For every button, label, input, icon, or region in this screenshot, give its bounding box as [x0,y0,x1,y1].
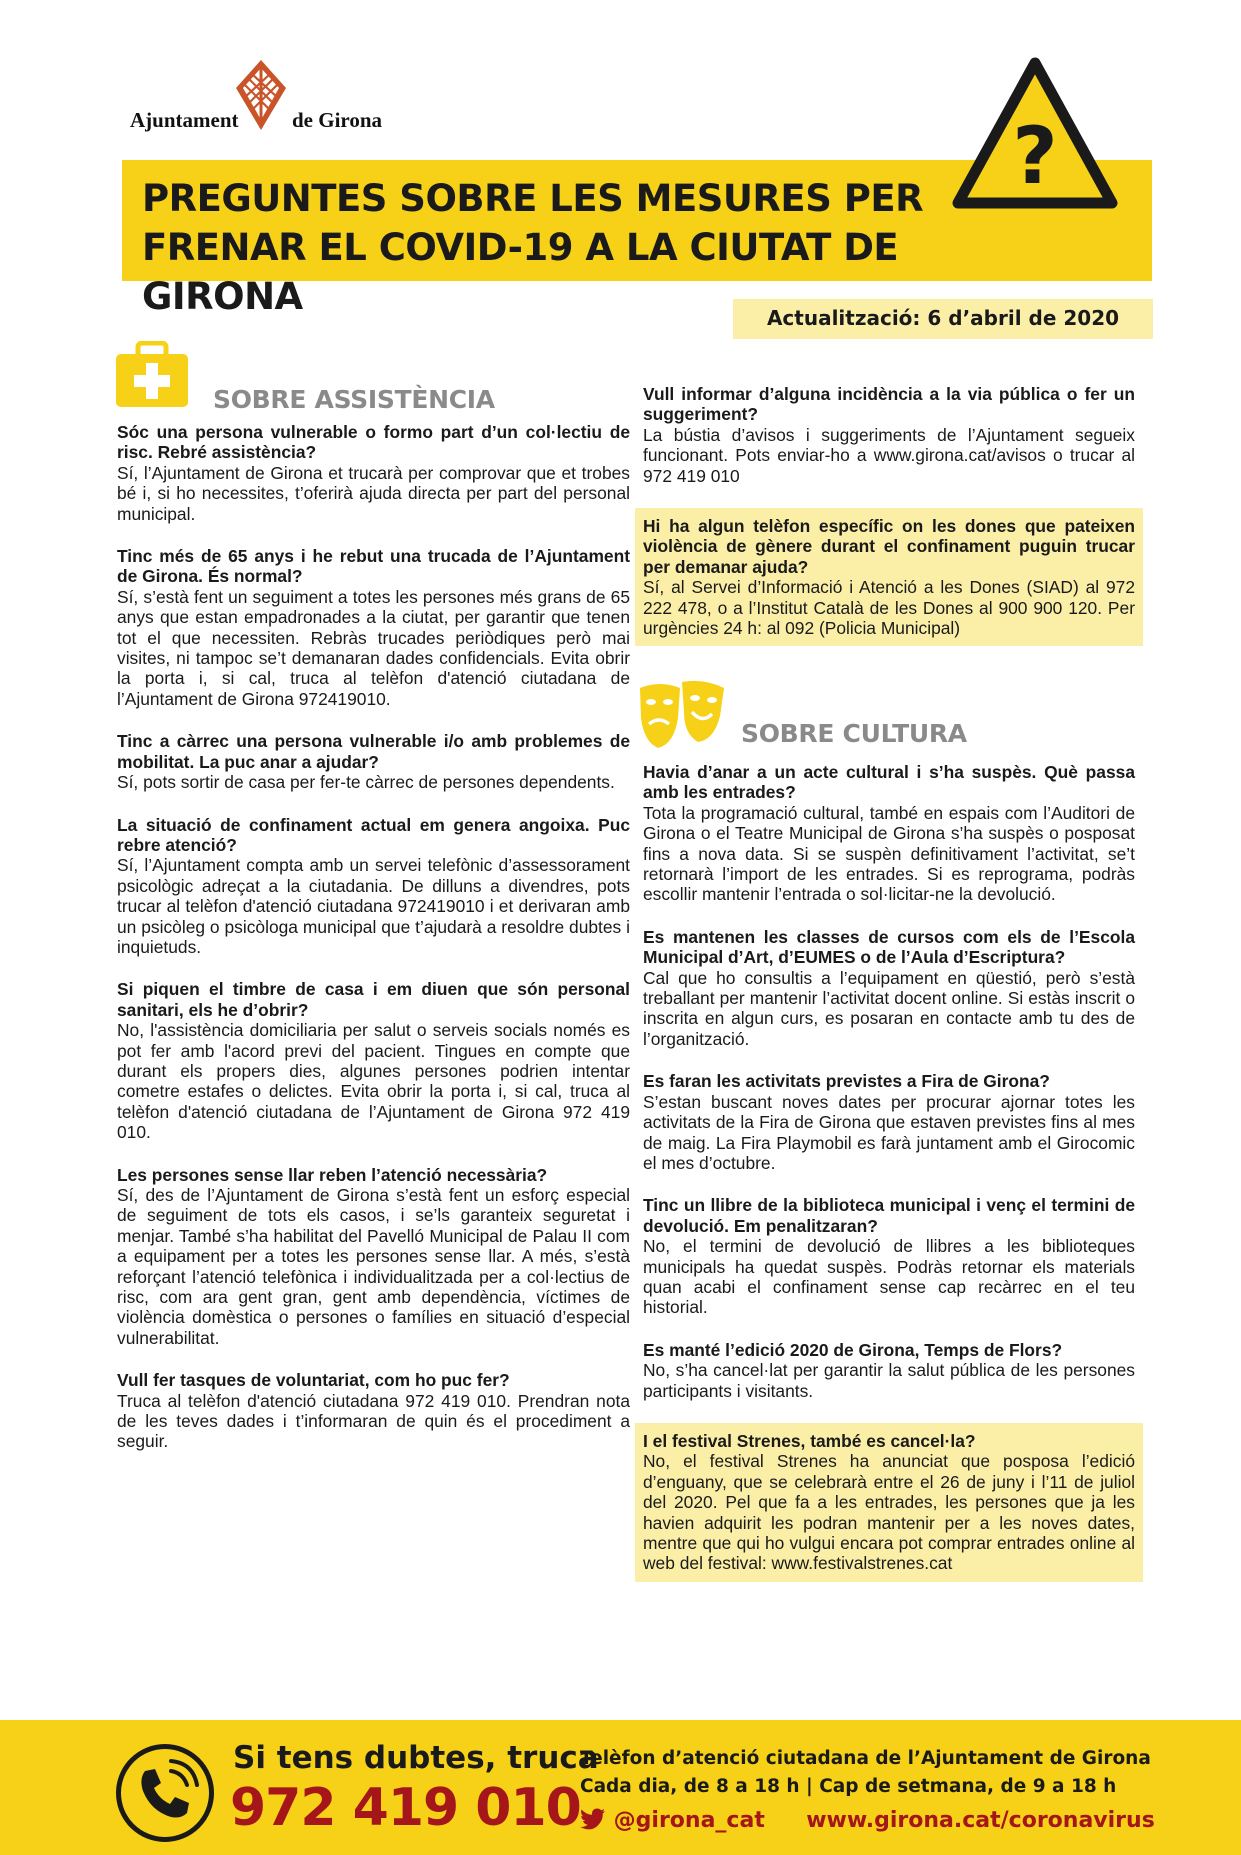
twitter-icon [580,1808,606,1830]
faq-question: Es faran les activitats previstes a Fira de Girona? [643,1071,1050,1092]
faq-question: Havia d’anar a un acte cultural i s’ha suspès. Què passa amb les entrades? [643,762,1135,803]
left-column [117,422,630,1474]
section-heading-assistencia: SOBRE ASSISTÈNCIA [213,385,495,414]
faq-question: La situació de confinament actual em genera angoixa. Puc rebre atenció? [117,814,630,855]
svg-text:?: ? [1012,112,1058,202]
faq-answer: Sí, s’està fent un seguiment a totes les persones més grans de 65 anys que estan empadronades a la ciutat, per garantir que tenen tot el que necessiten. Rebràs trucades periòdiques però mai visites, ni tampoc se’t demanaran dades confidencials. Evita obrir la porta i, si cal, truca al telèfon d'atenció ciutadana de l’Ajuntament de Girona 972419010. [117,586,630,709]
city-shield-icon [234,58,288,132]
faq-item [643,927,1135,1049]
faq-question: Les persones sense llar reben l’atenció necessària? [117,1164,548,1185]
faq-question: I el festival Strenes, també es cancel·la? [643,1430,976,1451]
faq-answer: No, l'assistència domiciliaria per salut o serveis socials només es pot fer amb l'acord previ del pacient. Tingues en compte que durant els propers dies, algunes persones podrien intentar cometre estafes o delictes. Evita obrir la porta i, si cal, truca al telèfon d'atenció ciutadana de l’Ajuntament de Girona 972 419 010. [117,1020,630,1143]
faq-item [643,1195,1135,1317]
faq-answer: Sí, l’Ajuntament de Girona et trucarà per comprovar que et trobes bé i, si ho necessites, t’oferirà ajuda directa per part del personal municipal. [117,462,630,524]
faq-question: Vull fer tasques de voluntariat, com ho puc fer? [117,1370,510,1391]
faq-item-highlighted [635,1423,1143,1582]
logo-text-right: de Girona [292,108,383,132]
theater-masks-icon [636,678,728,758]
faq-item [643,1340,1135,1401]
first-aid-kit-icon [114,341,190,409]
footer-banner [0,1720,1241,1855]
faq-answer: Truca al telèfon d'atenció ciutadana 972 419 010. Prendran nota de les teves dades i t’informaran de quin és el procediment a seguir. [117,1390,630,1452]
faq-item [643,762,1135,905]
footer-hours: Cada dia, de 8 a 18 h | Cap de setmana, de 9 a 18 h [580,1776,1117,1797]
faq-item [117,815,630,958]
footer-links [580,1808,1155,1833]
faq-question: Tinc a càrrec una persona vulnerable i/o amb problemes de mobilitat. La puc anar a ajudar? [117,731,630,772]
faq-item-highlighted [635,508,1143,646]
faq-item [117,731,630,792]
title-line-2: FRENAR EL COVID-19 A LA CIUTAT DE GIRONA [142,226,899,318]
faq-question: Tinc més de 65 anys i he rebut una trucada de l’Ajuntament de Girona. És normal? [117,546,630,587]
faq-question: Hi ha algun telèfon específic on les dones que pateixen violència de gènere durant el confinament puguin trucar per demanar ajuda? [643,516,1135,577]
footer-cta: Si tens dubtes, truca [233,1740,599,1776]
title-line-1: PREGUNTES SOBRE LES MESURES PER [142,177,924,220]
faq-question: Tinc un llibre de la biblioteca municipal i venç el termini de devolució. Em penalitzaran? [643,1195,1135,1236]
faq-answer: No, s’ha cancel·lat per garantir la salut pública de les persones participants i visitants. [643,1360,1135,1401]
faq-item [643,384,1135,486]
section-heading-cultura: SOBRE CULTURA [741,719,967,748]
faq-question: Vull informar d’alguna incidència a la via pública o fer un suggeriment? [643,384,1135,425]
faq-item [117,1165,630,1349]
phone-call-icon [116,1744,214,1842]
update-banner [733,299,1153,339]
faq-question: Si piquen el timbre de casa i em diuen que són personal sanitari, els he d’obrir? [117,979,630,1020]
faq-question: Es manté l’edició 2020 de Girona, Temps de Flors? [643,1339,1063,1360]
faq-answer: La bústia d’avisos i suggeriments de l’Ajuntament segueix funcionant. Pots enviar-ho a www.girona.cat/avisos o trucar al 972 419 010 [643,424,1135,486]
faq-answer: Sí, des de l’Ajuntament de Girona s’està fent un esforç especial de seguiment de tots els casos, i se’ls garanteix seguretat i menjar. També s’ha habilitat del Pavelló Municipal de Palau II com a equipament per a totes les persones sense llar. A més, s’està reforçant l’atenció telefònica i individualitzada per a col·lectius de risc, com ara gent gran, gent amb dependència, víctimes de violència domèstica o persones o famílies en situació d’especial vulnerabilitat. [117,1185,630,1348]
faq-answer: Sí, pots sortir de casa per fer-te càrrec de persones dependents. [117,772,615,793]
faq-answer: S’estan buscant noves dates per procurar ajornar totes les activitats de la Fira de Girona que estaven previstes fins al mes de maig. La Fira Playmobil es farà juntament amb el Girocomic el mes d’octubre. [643,1091,1135,1173]
logo-text-left: Ajuntament [130,108,239,132]
footer-phone: 972 419 010 [230,1778,581,1838]
update-date: Actualització: 6 d’abril de 2020 [766,306,1120,330]
faq-answer: Cal que ho consultis a l’equipament en qüestió, però s’està treballant per mantenir l’activitat docent online. Si estàs inscrit o inscrita en algun curs, es posaran en contacte amb tu des de l’organització. [643,967,1135,1049]
faq-answer: Sí, l’Ajuntament compta amb un servei telefònic d’assessorament psicològic adreçat a la ciutadania. De dilluns a divendres, pots trucar al telèfon d'atenció ciutadana 972419010 i et derivaran amb un psicòleg o psicòloga municipal que t’ajudarà a resoldre dubtes i inquietuds. [117,855,630,957]
faq-answer: Tota la programació cultural, també en espais com l’Auditori de Girona o el Teatre Municipal de Girona s’ha suspès o posposat fins a nova data. Si se suspèn definitivament l’activitat, se’t retornarà l’import de les entrades. Si es reprograma, podràs escollir mantenir l’entrada o sol·licitar-ne la devolució. [643,802,1135,905]
faq-item [643,1071,1135,1173]
faq-item [117,979,630,1142]
right-column-top [643,384,1135,668]
right-column-bottom [643,762,1135,1604]
faq-question: Es mantenen les classes de cursos com els de l’Escola Municipal d’Art, d’EUMES o de l’Aula d’Escriptura? [643,926,1135,968]
warning-question-icon [950,55,1120,215]
faq-answer: No, el festival Strenes ha anunciat que posposa l’edició d’enguany, que se celebrarà entre el 26 de juny i l’11 de juliol del 2020. Pel que fa a les entrades, les persones que ja les havien adquirit les podran mantenir per a les noves dates, mentre que qui ho vulgui encara pot comprar entrades online al web del festival: www.festivalstrenes.cat [643,1451,1135,1574]
footer-info-line: Telèfon d’atenció ciutadana de l’Ajuntament de Girona [580,1748,1151,1769]
faq-item [117,1370,630,1452]
faq-item [117,546,630,709]
faq-item [117,422,630,524]
city-logo [130,58,390,138]
faq-answer: No, el termini de devolució de llibres a les biblioteques municipals ha quedat suspès. Podràs retornar els materials quan acabi el confinament sense cap recàrrec en el teu historial. [643,1236,1135,1318]
twitter-handle[interactable]: @girona_cat [613,1808,765,1833]
website-link[interactable]: www.girona.cat/coronavirus [806,1808,1155,1833]
faq-answer: Sí, al Servei d’Informació i Atenció a les Dones (SIAD) al 972 222 478, o a l’Institut Català de les Dones al 900 900 120. Per urgències 24 h: al 092 (Policia Municipal) [643,577,1135,639]
faq-question: Sóc una persona vulnerable o formo part d’un col·lectiu de risc. Rebré assistència? [117,422,630,463]
